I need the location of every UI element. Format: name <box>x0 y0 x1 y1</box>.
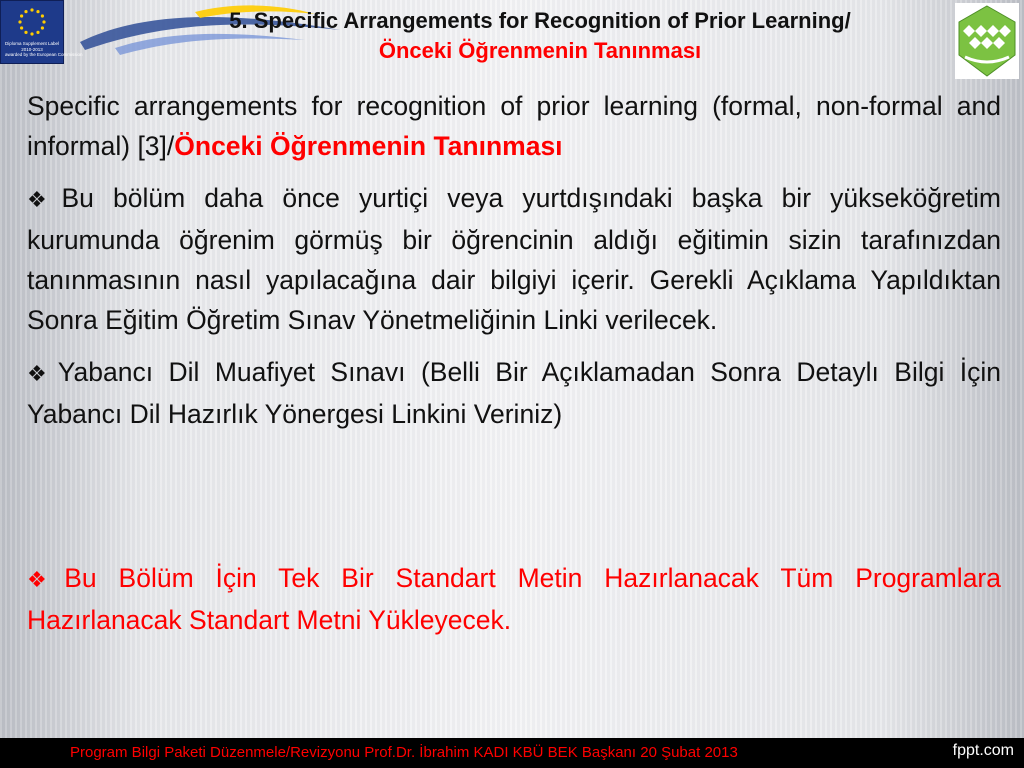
red-bullet-item <box>27 558 1001 640</box>
bullet-item <box>27 178 1001 340</box>
eu-caption-line: awarded by the European Commission <box>5 52 83 57</box>
intro-highlight: Önceki Öğrenmenin Tanınması <box>174 131 563 161</box>
title-english: 5. Specific Arrangements for Recognition of Prior Learning/ <box>229 8 851 33</box>
diamond-bullet-icon: ❖ <box>27 361 55 386</box>
intro-text: Specific arrangements for recognition of prior learning (formal, non-formal and informal) [3]/ <box>27 91 1001 161</box>
red-bullet-text: Bu Bölüm İçin Tek Bir Standart Metin Hazırlanacak Tüm Programlara Hazırlanacak Standart Metni Yükleyecek. <box>27 563 1001 635</box>
fppt-watermark: fppt.com <box>952 742 1014 759</box>
bullet-text: Bu bölüm daha önce yurtiçi veya yurtdışındaki başka bir yükseköğretim kurumunda öğrenim görmüş bir öğrencinin aldığı eğitimin sizin tarafınızdan tanınmasının nasıl yapılacağına dair bilgiyi içerir. Gerekli Açıklama Yapıldıktan Sonra Eğitim Öğretim Sınav Yönetmeliğinin Linki verilecek. <box>27 183 1001 335</box>
slide-title <box>120 6 960 66</box>
eu-caption-line: 2010-2013 <box>21 46 43 52</box>
diamond-bullet-icon: ❖ <box>27 567 62 592</box>
bullet-text: Yabancı Dil Muafiyet Sınavı (Belli Bir Açıklamadan Sonra Detaylı Bilgi İçin Yabancı Dil Hazırlık Yönergesi Linkini Veriniz) <box>27 357 1002 429</box>
diamond-bullet-icon: ❖ <box>27 187 59 212</box>
spacer <box>27 446 1001 558</box>
footer-bar <box>0 738 1024 768</box>
title-turkish: Önceki Öğrenmenin Tanınması <box>378 38 702 63</box>
footer-text: Program Bilgi Paketi Düzenmele/Revizyonu Prof.Dr. İbrahim KADI KBÜ BEK Başkanı 20 Şubat 2013 <box>70 744 738 761</box>
bullet-item <box>27 352 1001 434</box>
intro-paragraph <box>27 86 1001 166</box>
eu-logo-caption <box>5 41 83 59</box>
eu-flag-icon <box>7 5 57 39</box>
karabuk-university-logo <box>955 3 1019 79</box>
slide-body <box>27 86 1001 652</box>
eu-caption-line: Diploma Supplement Label <box>5 41 60 46</box>
eu-diploma-supplement-logo <box>0 0 83 64</box>
